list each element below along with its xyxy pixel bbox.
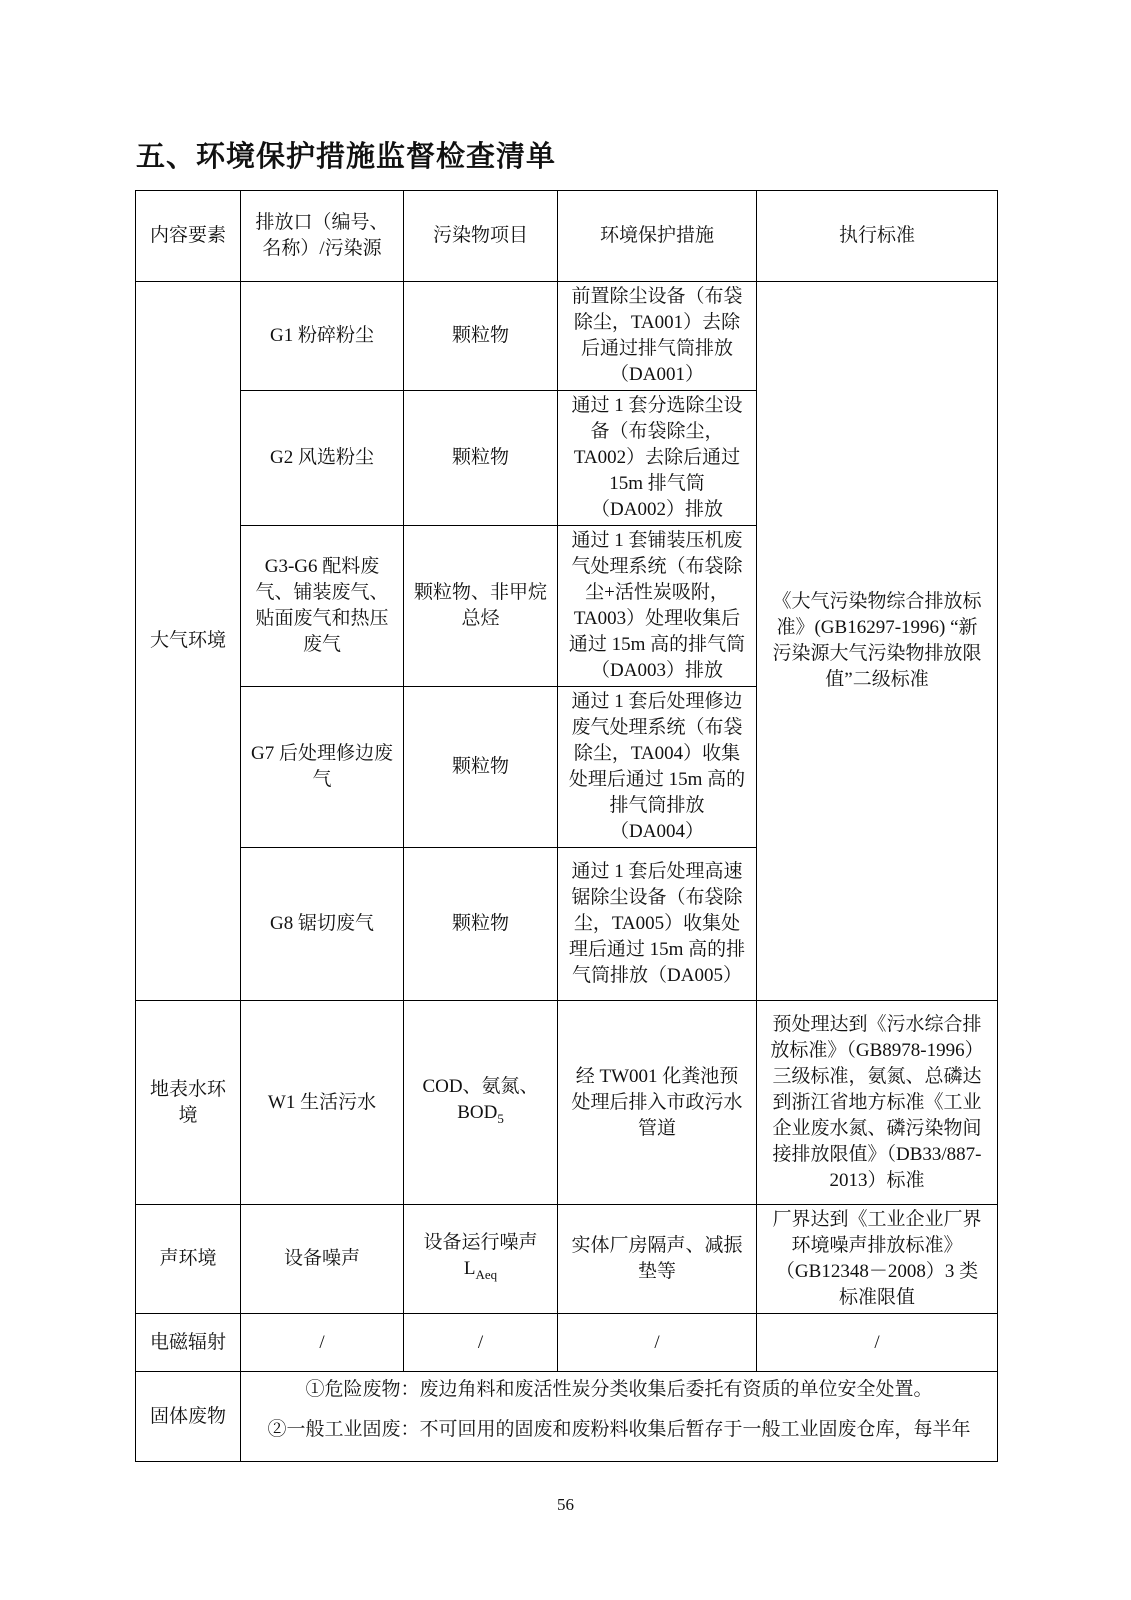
source-cell: W1 生活污水	[241, 1001, 404, 1205]
pollutant-cell: /	[404, 1314, 558, 1372]
pollutant-cell: 颗粒物	[404, 848, 558, 1001]
measure-cell: 前置除尘设备（布袋除尘，TA001）去除后通过排气筒排放（DA001）	[558, 282, 757, 391]
inspection-checklist-table	[135, 190, 998, 1462]
measure-cell: 经 TW001 化粪池预处理后排入市政污水管道	[558, 1001, 757, 1205]
standard-cell-noise: 厂界达到《工业企业厂界环境噪声排放标准》（GB12348－2008）3 类标准限值	[757, 1205, 998, 1314]
page-number: 56	[557, 1495, 574, 1514]
source-cell: G3-G6 配料废气、铺装废气、贴面废气和热压废气	[241, 526, 404, 687]
header-cell-measure: 环境保护措施	[558, 191, 757, 282]
source-cell: /	[241, 1314, 404, 1372]
pollutant-cell: 颗粒物、非甲烷总烃	[404, 526, 558, 687]
table-header-row	[136, 191, 998, 282]
pollutant-subscript: Aeq	[475, 1266, 498, 1282]
table-row	[136, 282, 998, 391]
standard-cell: /	[757, 1314, 998, 1372]
header-cell-source: 排放口（编号、名称）/污染源	[241, 191, 404, 282]
standard-cell-water: 预处理达到《污水综合排放标准》（GB8978-1996）三级标准，氨氮、总磷达到浙江省地方标准《工业企业废水氮、磷污染物间接排放限值》（DB33/887-2013）标准	[757, 1001, 998, 1205]
measure-cell: 实体厂房隔声、减振垫等	[558, 1205, 757, 1314]
table-row	[136, 1205, 998, 1314]
pollutant-cell: 颗粒物	[404, 391, 558, 526]
section-heading: 五、环境保护措施监督检查清单	[136, 139, 557, 173]
pollutant-subscript: 5	[497, 1110, 504, 1126]
category-cell-emr: 电磁辐射	[136, 1314, 241, 1372]
measure-cell: 通过 1 套分选除尘设备（布袋除尘，TA002）去除后通过 15m 排气筒（DA002）排放	[558, 391, 757, 526]
pollutant-text: COD、氨氮、BOD	[422, 1075, 539, 1123]
pollutant-cell	[404, 1001, 558, 1205]
pollutant-text: 设备运行噪声 L	[423, 1232, 538, 1280]
measure-cell: /	[558, 1314, 757, 1372]
measure-cell: 通过 1 套铺装压机废气处理系统（布袋除尘+活性炭吸附，TA003）处理收集后通过 15m 高的排气筒（DA003）排放	[558, 526, 757, 687]
header-cell-standard: 执行标准	[757, 191, 998, 282]
source-cell: G7 后处理修边废气	[241, 687, 404, 848]
source-cell: 设备噪声	[241, 1205, 404, 1314]
source-cell: G2 风选粉尘	[241, 391, 404, 526]
measure-cell: 通过 1 套后处理修边废气处理系统（布袋除尘，TA004）收集处理后通过 15m 高的排气筒排放（DA004）	[558, 687, 757, 848]
solid-waste-line-hazardous: ①危险废物：废边角料和废活性炭分类收集后委托有资质的单位安全处置。	[305, 1378, 933, 1400]
category-cell-solid-waste: 固体废物	[136, 1372, 241, 1462]
table-row	[136, 1372, 998, 1462]
category-cell-noise: 声环境	[136, 1205, 241, 1314]
source-cell: G1 粉碎粉尘	[241, 282, 404, 391]
header-cell-category: 内容要素	[136, 191, 241, 282]
source-cell: G8 锯切废气	[241, 848, 404, 1001]
solid-waste-description	[241, 1372, 998, 1462]
standard-cell-atmosphere: 《大气污染物综合排放标准》(GB16297-1996) “新污染源大气污染物排放限值”二级标准	[757, 282, 998, 1001]
pollutant-cell: 颗粒物	[404, 282, 558, 391]
table-row	[136, 1314, 998, 1372]
category-cell-atmosphere: 大气环境	[136, 282, 241, 1001]
pollutant-cell	[404, 1205, 558, 1314]
solid-waste-line-general: ②一般工业固废：不可回用的固废和废粉料收集后暂存于一般工业固废仓库，每半年	[267, 1418, 971, 1440]
pollutant-cell: 颗粒物	[404, 687, 558, 848]
measure-cell: 通过 1 套后处理高速锯除尘设备（布袋除尘，TA005）收集处理后通过 15m 高的排气筒排放（DA005）	[558, 848, 757, 1001]
category-cell-water: 地表水环境	[136, 1001, 241, 1205]
header-cell-pollutant: 污染物项目	[404, 191, 558, 282]
table-row	[136, 1001, 998, 1205]
